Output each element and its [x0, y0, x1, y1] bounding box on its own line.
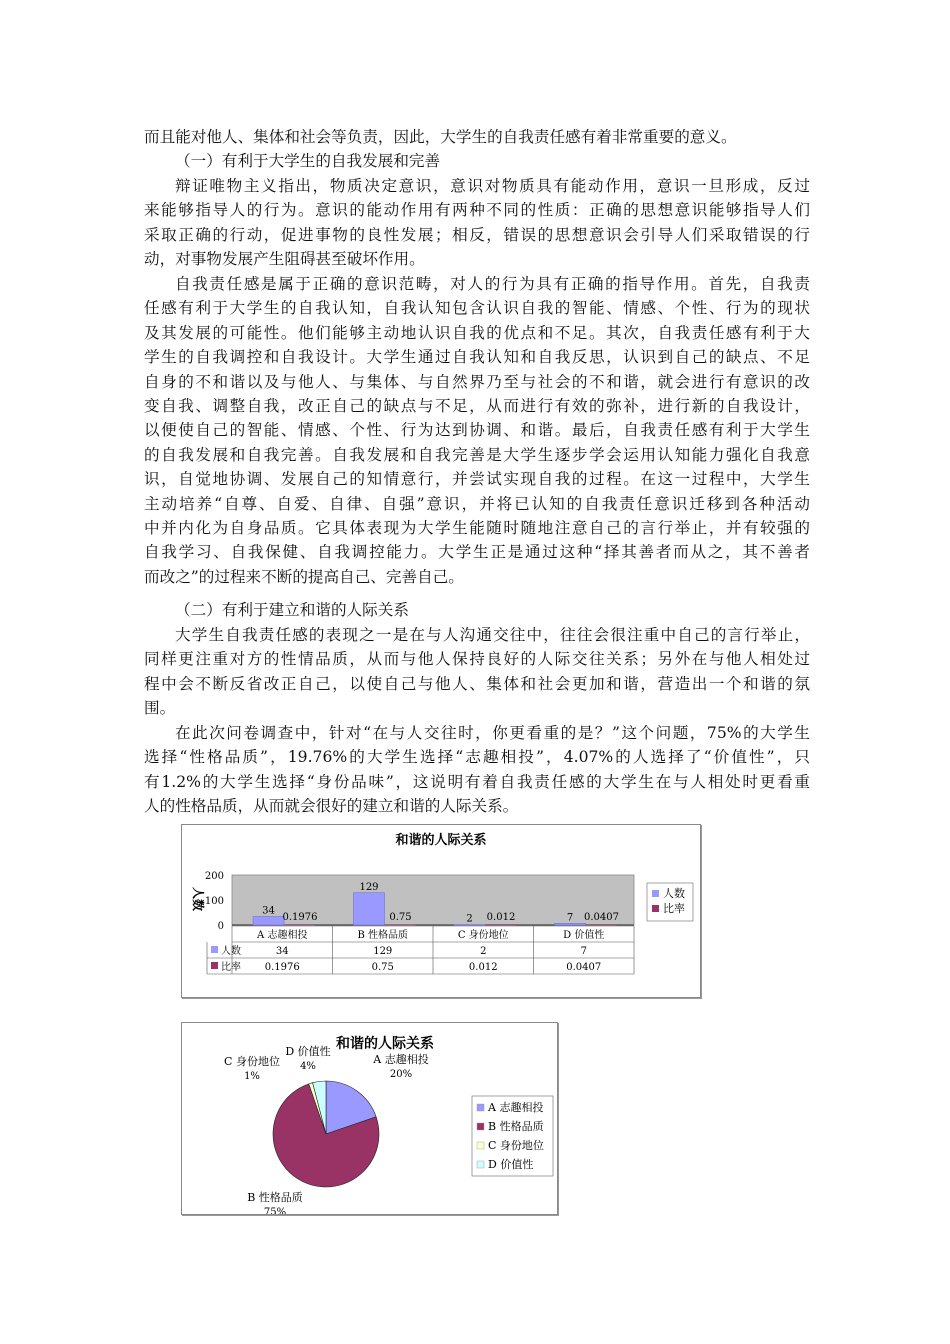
text-line: 学生的自我调控和自我设计。大学生通过自我认知和自我反思，认识到自己的缺点、不足	[144, 348, 810, 367]
section-heading-1: （一）有利于大学生的自我发展和完善	[175, 152, 441, 170]
legend-swatch	[477, 1104, 484, 1111]
text-line: 识，自觉地协调、发展自己的知情意行，并尝试实现自我的过程。在这一过程中，大学生	[144, 470, 810, 489]
table-legend-swatch	[211, 962, 218, 969]
chart-title: 和谐的人际关系	[336, 1036, 434, 1052]
bar-rate	[385, 925, 416, 926]
legend-swatch	[652, 890, 659, 897]
chart-title: 和谐的人际关系	[395, 833, 487, 848]
data-label-rate: 0.1976	[282, 912, 318, 923]
legend-label: 比率	[663, 902, 685, 915]
table-series-label: 人数	[221, 946, 241, 957]
text-line: 有1.2%的大学生选择“身份品味”，这说明有着自我责任感的大学生在与人相处时更看重	[144, 772, 810, 791]
legend-label: 人数	[663, 887, 685, 900]
text-line: 而且能对他人、集体和社会等负责，因此，大学生的自我责任感有着非常重要的意义。	[144, 128, 737, 146]
bar-count	[454, 925, 485, 926]
text-line: 主动培养“自尊、自爱、自律、自强”意识，并将已认知的自我责任意识迁移到各种活动	[144, 494, 810, 513]
bar-count	[555, 923, 586, 925]
data-label-count: 34	[262, 905, 275, 917]
data-label-count: 2	[466, 913, 473, 925]
y-tick-label: 100	[204, 896, 224, 907]
table-category-label: D 价值性	[563, 930, 605, 941]
paragraph-intro	[144, 125, 810, 149]
text-line: 自我学习、自我保健、自我调控能力。大学生正是通过这种“择其善者而从之，其不善者	[144, 543, 810, 562]
text-line: 来能够指导人的行为。意识的能动作用有两种不同的性质：正确的思想意识能够指导人们	[144, 201, 810, 220]
slice-percent: 4%	[300, 1061, 316, 1072]
data-label-rate: 0.012	[486, 912, 516, 923]
paragraph-2	[144, 272, 810, 589]
table-count-value: 7	[580, 946, 587, 957]
slice-label: B 性格品质	[247, 1191, 303, 1204]
text-line: 任感有利于大学生的自我认知，自我认知包含认识自我的智能、情感、个性、行为的现状	[144, 299, 810, 318]
bar-chart-container	[181, 824, 701, 998]
text-line: 及其发展的可能性。他们能够主动地认识自我的优点和不足。其次，自我责任感有利于大	[144, 323, 810, 342]
bar-rate	[586, 925, 617, 926]
legend-swatch	[477, 1123, 484, 1130]
legend-label: B 性格品质	[488, 1120, 544, 1133]
bar-chart	[182, 825, 700, 997]
text-line: 的自我发展和自我完善。自我发展和自我完善是大学生逐步学会运用认知能力强化自我意	[144, 445, 810, 464]
text-line: 大学生自我责任感的表现之一是在与人沟通交往中，往往会很注重中自己的言行举止，	[175, 626, 810, 644]
text-line: 中并内化为自身品质。它具体表现为大学生能随时随地注意自己的言行举止，并有较强的	[144, 519, 810, 538]
table-category-label: B 性格品质	[357, 930, 409, 941]
text-line: 围。	[144, 699, 176, 718]
text-line: 以便使自己的智能、情感、个性、行为达到协调、和谐。最后，自我责任感有利于大学生	[144, 421, 810, 440]
y-tick-label: 200	[204, 871, 224, 882]
text-line: 变自我、调整自我，改正自己的缺点与不足，从而进行有效的弥补，进行新的自我设计，	[144, 397, 810, 416]
text-line: 程中会不断反省改正自己，以使自己与他人、集体和社会更加和谐，营造出一个和谐的氛	[144, 674, 810, 693]
table-category-label: A 志趣相投	[257, 930, 308, 941]
data-label-count: 129	[359, 881, 379, 893]
text-line: 辩证唯物主义指出，物质决定意识，意识对物质具有能动作用，意识一旦形成，反过	[175, 177, 810, 195]
text-line: 同样更注重对方的性情品质，从而与他人保持良好的人际交往关系；另外在与他人相处过	[144, 650, 810, 669]
legend-label: A 志趣相投	[488, 1101, 544, 1114]
text-line: 人的性格品质，从而就会很好的建立和谐的人际关系。	[144, 797, 519, 816]
data-label-rate: 0.75	[389, 912, 412, 923]
table-count-value: 129	[373, 946, 393, 957]
paragraph-4	[144, 721, 810, 819]
slice-label: D 价值性	[285, 1045, 331, 1058]
text-line: 动，对事物发展产生阻碍甚至破坏作用。	[144, 250, 425, 269]
slice-percent: 1%	[244, 1071, 260, 1082]
legend-swatch	[652, 905, 659, 912]
text-line: 自身的不和谐以及与他人、与集体、与自然界乃至与社会的不和谐，就会进行有意识的改	[144, 372, 810, 391]
table-rate-value: 0.0407	[566, 962, 602, 973]
table-category-label: C 身份地位	[457, 930, 509, 941]
table-legend-swatch	[211, 946, 218, 953]
legend-label: C 身份地位	[488, 1139, 544, 1152]
table-count-value: 34	[275, 946, 289, 957]
text-line: 自我责任感是属于正确的意识范畴，对人的行为具有正确的指导作用。首先，自我责	[175, 275, 810, 293]
section-heading-2: （二）有利于建立和谐的人际关系	[175, 601, 409, 619]
table-count-value: 2	[480, 946, 487, 957]
legend-swatch	[477, 1161, 484, 1168]
text-line: 选择“性格品质”，19.76%的大学生选择“志趣相投”，4.07%的人选择了“价值性”，只	[144, 748, 810, 767]
slice-label: C 身份地位	[224, 1055, 280, 1068]
text-line: 而改之”的过程来不断的提高自己、完善自己。	[144, 567, 464, 586]
paragraph-3	[144, 623, 810, 721]
bar-rate	[485, 925, 516, 926]
slice-percent: 75%	[263, 1207, 287, 1214]
pie-chart	[182, 1023, 557, 1214]
y-axis-label: 人数	[191, 886, 205, 912]
bar-rate	[284, 925, 315, 926]
text-line: 在此次问卷调查中，针对“在与人交往时，你更看重的是？”这个问题，75%的大学生	[175, 724, 810, 742]
text-line: 采取正确的行动，促进事物的良性发展；相反，错误的思想意识会引导人们采取错误的行	[144, 225, 810, 244]
y-tick-label: 0	[217, 921, 224, 932]
data-label-count: 7	[566, 912, 574, 924]
data-label-rate: 0.0407	[584, 912, 619, 923]
bar-count	[253, 917, 284, 926]
table-rate-value: 0.1976	[264, 962, 300, 973]
pie-chart-container	[181, 1022, 558, 1215]
slice-label: A 志趣相投	[373, 1053, 429, 1066]
paragraph-1	[144, 174, 810, 272]
table-rate-value: 0.012	[468, 962, 498, 973]
slice-percent: 20%	[389, 1069, 413, 1080]
table-rate-value: 0.75	[371, 962, 394, 973]
bar-count	[354, 893, 385, 925]
table-series-label: 比率	[221, 962, 241, 973]
legend-label: D 价值性	[488, 1158, 534, 1171]
legend-swatch	[477, 1142, 484, 1149]
